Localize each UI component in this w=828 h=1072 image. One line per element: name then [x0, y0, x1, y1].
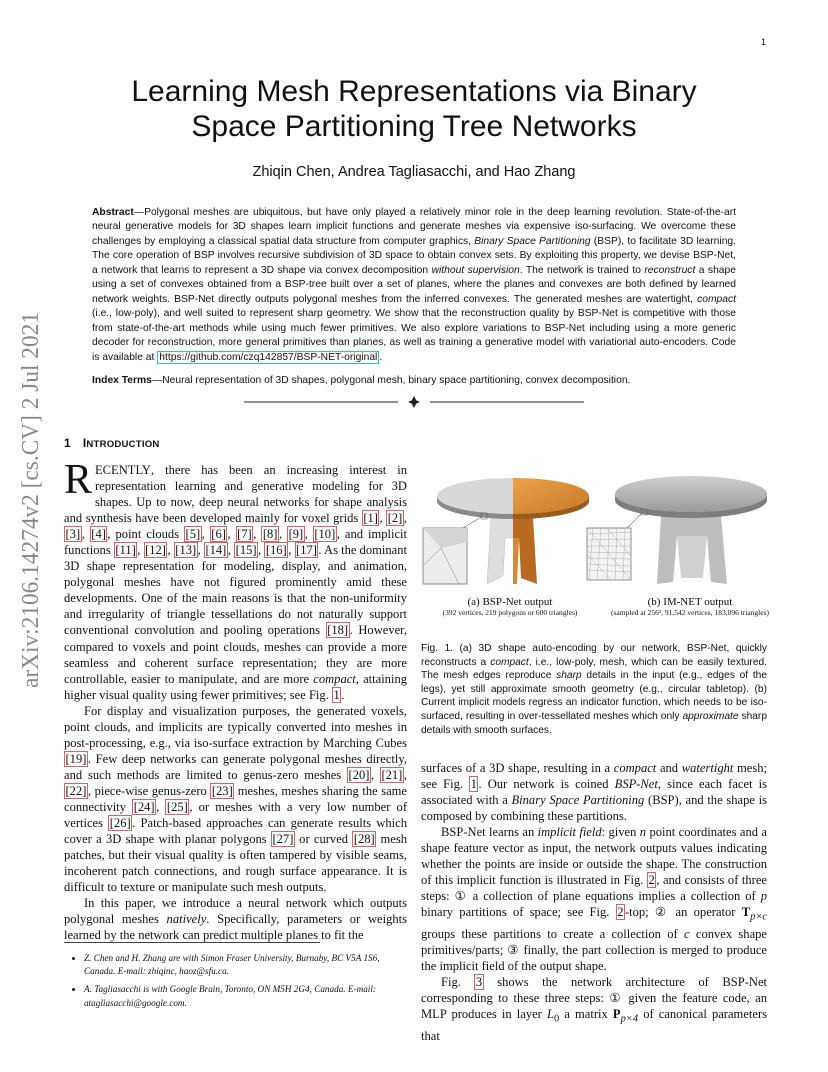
figure-link[interactable]: 3 [475, 975, 483, 990]
body-text: . Our network is coined [478, 777, 615, 792]
abstract-emphasis: reconstruct [644, 264, 696, 276]
body-text: mesh; see Fig. [421, 761, 768, 792]
citation-link[interactable]: [12] [145, 543, 166, 558]
abstract-emphasis: compact [697, 293, 736, 305]
abstract-label: Abstract [92, 207, 134, 218]
section-separator [244, 393, 584, 411]
body-text: . [341, 687, 345, 702]
abstract-text: . The network is trained to [519, 264, 645, 276]
abstract-text: (BSP), to facilitate 3D learning. The core operation of BSP involves recursive subdivision of 3D space to obtain convex sets. By exploiting this property, we devise BSP-Net, a network that learns to represent a 3D shape via convex decomposition [92, 235, 737, 276]
left-column [64, 457, 408, 943]
body-text: , piece-wise genus-zero [87, 783, 211, 798]
section-number: 1 [64, 436, 71, 450]
caption-emphasis: compact [490, 656, 529, 668]
citation-link[interactable]: [11] [115, 543, 136, 558]
drop-cap: R [64, 457, 93, 503]
citation-link[interactable]: [26] [109, 816, 131, 831]
footnote-item: • Z. Chen and H. Zhang are with Simon Fraser University, Burnaby, BC V5A 1S6, Canada. E-mail: zhiqinc, haoz@sfu.ca. [84, 952, 407, 978]
body-emphasis: watertight [681, 761, 734, 775]
citation-link[interactable]: [22] [65, 783, 87, 798]
figure-label-b: (b) IM-NET output [647, 596, 733, 608]
page-number: 1 [760, 37, 766, 47]
title-line-1: Learning Mesh Representations via Binary [131, 75, 697, 108]
math-subscript: p×c [750, 911, 767, 923]
body-emphasis: implicit field [537, 825, 602, 840]
im-net-table-render [615, 476, 767, 584]
citation-link[interactable]: [9] [288, 527, 304, 542]
index-terms [92, 374, 736, 388]
citation-link[interactable]: [21] [381, 767, 403, 782]
figure-label-a: (a) BSP-Net output [467, 596, 553, 608]
citation-link[interactable]: [15] [235, 543, 257, 558]
body-text: . Patch-based approaches can generate results which cover a 3D shape with planar polygons [64, 816, 408, 847]
math-subscript: p×4 [620, 1013, 639, 1025]
body-text: BSP-Net learns an [441, 825, 538, 840]
abstract-text: a shape using a set of convexes obtained from a BSP-tree built over a set of planes, where the planes and convexes are both defined by learned network weights. BSP-Net directly outputs polygonal meshes from the inferred convexes. The generated meshes are watertight, [92, 264, 736, 305]
bsp-zoom-inset [423, 513, 487, 584]
body-text: meshes, meshes sharing the same connectivity [64, 783, 407, 814]
abstract-text: —Polygonal meshes are ubiquitous, but have only played a relatively minor role in the deep learning revolution. State-of-the-art neural generative models for 3D shapes learn implicit functions and generate meshes via expensive iso-surfacing. We overcome these challenges by employing a classical spatial data structure from computer graphics, [92, 207, 736, 247]
arxiv-stamp-text: arXiv:2106.14274v2 [cs.CV] 2 Jul 2021 [17, 310, 44, 688]
body-emphasis: natively [166, 912, 207, 927]
separator-diamond-icon [408, 396, 420, 408]
citation-link[interactable]: [13] [175, 543, 197, 558]
math-symbol: c [684, 926, 690, 941]
body-text: , attaining higher visual quality using fewer primitives; see Fig. [64, 671, 407, 702]
citation-link[interactable]: [28] [353, 832, 375, 847]
body-text: . As the dominant 3D shape representation for modeling, display, and animation, polygonal meshes have not figured prominently amid these developments. One of the main reasons is that the non-uniformity and irregularity of triangle tessellations do not naturally support conventional convolution and pooling operations [64, 543, 407, 638]
citation-link[interactable]: [27] [272, 832, 294, 847]
math-subscript: 0 [553, 1013, 560, 1025]
abstract-text: (i.e., low-poly), and well suited to represent sharp geometry. We show that the reconstruction quality by BSP-Net is competitive with those from state-of-the-art methods while using much fewer primitives. We also explore variations to BSP-Net including using a more generic decoder for reconstruction, more general primitives than planes, as well as training a generative model with variational auto-encoders. Code is available at [92, 308, 736, 363]
figure-caption [421, 642, 767, 737]
body-text: : given [601, 825, 640, 840]
body-text: a matrix [559, 1007, 613, 1022]
figure-sublabel-a: (392 vertices, 219 polygons or 600 triangles) [442, 608, 578, 617]
body-text: or curved [294, 832, 353, 847]
body-text: shows the network architecture of BSP-Net corresponding to these three steps: ① given the feature code, an MLP produces in layer [421, 975, 767, 1022]
imnet-zoom-inset [587, 509, 647, 580]
body-text: In this paper, we introduce a neural network which outputs polygonal meshes [64, 896, 407, 927]
figure-link[interactable]: 2 [617, 905, 624, 920]
figure-link[interactable]: 2 [648, 873, 655, 888]
title-line-2: Space Partitioning Tree Networks [191, 110, 637, 143]
body-emphasis: BSP-Net [614, 777, 658, 792]
body-text: , since each facet is associated with a [421, 777, 768, 808]
body-text: . However, compared to voxels and point clouds, meshes can provide a more seamless and coherent surface representation; they are more controllable, easier to manipulate, and are more [64, 623, 407, 686]
body-text: , and implicit functions [64, 527, 408, 558]
citation-link[interactable]: [18] [327, 623, 349, 638]
arxiv-stamp [12, 310, 44, 690]
math-symbol: p [760, 889, 767, 904]
citation-link[interactable]: [24] [133, 799, 155, 814]
math-symbol: n [639, 825, 647, 840]
figure-link[interactable]: 1 [470, 777, 477, 792]
figure-1-image [421, 466, 767, 616]
body-text: -top; ② an operator [624, 905, 742, 920]
abstract [92, 206, 736, 365]
body-text: , or meshes with a very low number of vertices [64, 799, 408, 831]
caption-text: sharp details with smooth surfaces. [421, 710, 767, 736]
citation-link[interactable]: [5] [185, 527, 201, 542]
body-text: and [656, 761, 682, 775]
index-terms-label: Index Terms [92, 375, 152, 386]
citation-link[interactable]: [14] [205, 543, 227, 558]
footnote-rule [64, 942, 320, 943]
citation-link[interactable]: [25] [166, 799, 188, 814]
paper-title [64, 74, 764, 144]
footnotes [64, 952, 407, 1015]
paragraph [421, 824, 767, 974]
body-text: . Few deep networks can generate polygonal meshes directly, and such methods are limited to genus-zero meshes [64, 751, 407, 782]
citation-link[interactable]: [16] [265, 543, 287, 558]
section-heading [64, 436, 160, 450]
right-column [421, 760, 767, 1044]
caption-text: Fig. 1. (a) 3D shape auto-encoding by our network, BSP-Net, quickly reconstructs a [421, 643, 767, 668]
paragraph: RECENTLY, there has been an increasing interest in representation learning and generative modeling for 3D shapes. Up to now, deep neural networks for shape analysis and synthesis have been developed mainly for voxel grids [1] , [2] , [3] , [4] , point clouds [5] , [6] , [7] , [8] , [9] , [10] , and implicit functions [11] , [12] , [13] , [14] , [15] , [16] , [17] . As the dominant 3D shape representation for modeling, display, and animation, polygonal meshes have not figured prominently amid these developments. One of the main reasons is that the non-uniformity and irregularity of triangle tessellations do not naturally support conventional convolution and pooling operations [18] . However, compared to voxels and point clouds, meshes can provide a more seamless and coherent surface representation; they are more controllable, easier to manipulate, and are more compact, attaining higher visual quality using fewer primitives; see Fig. 1 . [64, 457, 408, 702]
citation-link[interactable]: [20] [348, 767, 370, 782]
abstract-emphasis: Binary Space Partitioning [474, 235, 591, 247]
caption-text: , i.e., low-poly, mesh, which can be easily textured. The mesh edges reproduce [421, 656, 767, 682]
body-text: mesh patches, but their visual quality is often tampered by visible seams, incoherent patch connections, and rough surface appearance. It is difficult to texture or manipulate such mesh outputs. [64, 832, 408, 895]
section-title-rest: NTRODUCTION [86, 439, 160, 450]
body-emphasis: compact [613, 761, 657, 775]
section-title-first: I [82, 436, 87, 450]
body-text: of canonical parameters that [421, 1007, 768, 1043]
citation-link[interactable]: [4] [91, 527, 106, 542]
paragraph: For display and visualization purposes, the generated voxels, point clouds, and implicits are typically converted into meshes in post-processing, e.g., via iso-surface extraction by Marching Cubes [19] . Few deep networks can generate polygonal meshes directly, and such methods are limited to genus-zero meshes [20] , [21] , [22] , piece-wise genus-zero [23] meshes, meshes sharing the same connectivity [24] , [25] , or meshes with a very low number of vertices [26] . Patch-based approaches can generate results which cover a 3D shape with planar polygons [27] or curved [28] mesh patches, but their visual quality is often tampered by visible seams, incoherent patch connections, and rough surface appearance. It is difficult to texture or manipulate such mesh outputs. [64, 703, 408, 895]
abstract-text: . [379, 351, 383, 363]
body-text: Fig. [441, 975, 475, 990]
body-text: , point clouds [107, 527, 185, 542]
paragraph [421, 974, 767, 1044]
body-text: , there has been an increasing interest in representation learning and generative modeling for 3D shapes. Up to now, deep neural networks for shape analysis and synthesis have been developed mainly for voxel grids [64, 463, 407, 526]
body-text: (BSP), and the shape is composed by combining these partitions. [421, 793, 767, 824]
drop-cap-continuation: ECENTLY [95, 463, 151, 477]
body-text: convex shape primitives/parts; ③ finally, the part collection is merged to produce the implicit field of the output shape. [421, 926, 767, 974]
citation-link[interactable]: [19] [65, 751, 87, 766]
citation-link[interactable]: [23] [211, 783, 233, 798]
math-symbol: L [546, 1007, 554, 1022]
footnote-item: • A. Tagliasacchi is with Google Brain, Toronto, ON M5H 2G4, Canada. E-mail: atagliasacchi@google.com. [84, 983, 407, 1009]
caption-text: details in the input (e.g., edges of the legs), yet still approximate smooth geometry (e.g., circular tabletop). (b) Current implicit models regress an indicator function, which needs to be iso-surfaced, resulting in over-tessellated meshes which only [421, 670, 768, 722]
caption-emphasis: sharp [556, 670, 582, 682]
caption-emphasis: approximate [682, 710, 739, 722]
math-symbol: P [612, 1007, 621, 1022]
citation-link[interactable]: [10] [314, 527, 336, 542]
body-text: binary partitions of space; see Fig. [421, 905, 616, 920]
citation-link[interactable]: [7] [237, 527, 252, 542]
citation-link[interactable]: [17] [296, 543, 317, 558]
body-text: groups these partitions to create a collection of [421, 926, 684, 941]
index-terms-text: —Neural representation of 3D shapes, polygonal mesh, binary space partitioning, convex decomposition. [151, 375, 631, 386]
body-text: For display and visualization purposes, the generated voxels, point clouds, and implicits are typically converted into meshes in post-processing, e.g., via iso-surface extraction by Marching Cubes [64, 703, 407, 750]
body-text: point coordinates and a shape feature vector as input, the network outputs values indicating whether the points are inside or outside the shape. The construction of this implicit function is illustrated in Fig. [421, 825, 767, 888]
citation-link[interactable]: [3] [65, 527, 81, 542]
authors: Zhiqin Chen, Andrea Tagliasacchi, and Hao Zhang [252, 164, 576, 180]
body-text: . Specifically, parameters or weights learned by the network can predict multiple planes to fit the [64, 912, 407, 943]
body-text: , and consists of three steps: ① a collection of plane equations implies a collection of [421, 873, 767, 904]
paragraph [64, 895, 407, 943]
citation-link[interactable]: [6] [211, 527, 226, 542]
body-text: surfaces of a 3D shape, resulting in a [421, 761, 614, 775]
body-emphasis: compact [313, 671, 356, 686]
citation-link[interactable]: [8] [262, 527, 278, 542]
figure-link[interactable]: 1 [333, 687, 340, 702]
body-emphasis: Binary Space Partitioning [511, 793, 645, 808]
abstract-emphasis: without supervision [431, 264, 520, 276]
citation-link[interactable]: [2] [387, 511, 403, 526]
citation-link[interactable]: [1] [363, 511, 378, 526]
paragraph [421, 760, 767, 824]
math-symbol: T [741, 905, 751, 920]
figure-sublabel-b: (sampled at 256³, 91,542 vertices, 183,096 triangles) [610, 608, 770, 617]
code-link[interactable]: https://github.com/czq142857/BSP-NET-original [159, 351, 378, 363]
